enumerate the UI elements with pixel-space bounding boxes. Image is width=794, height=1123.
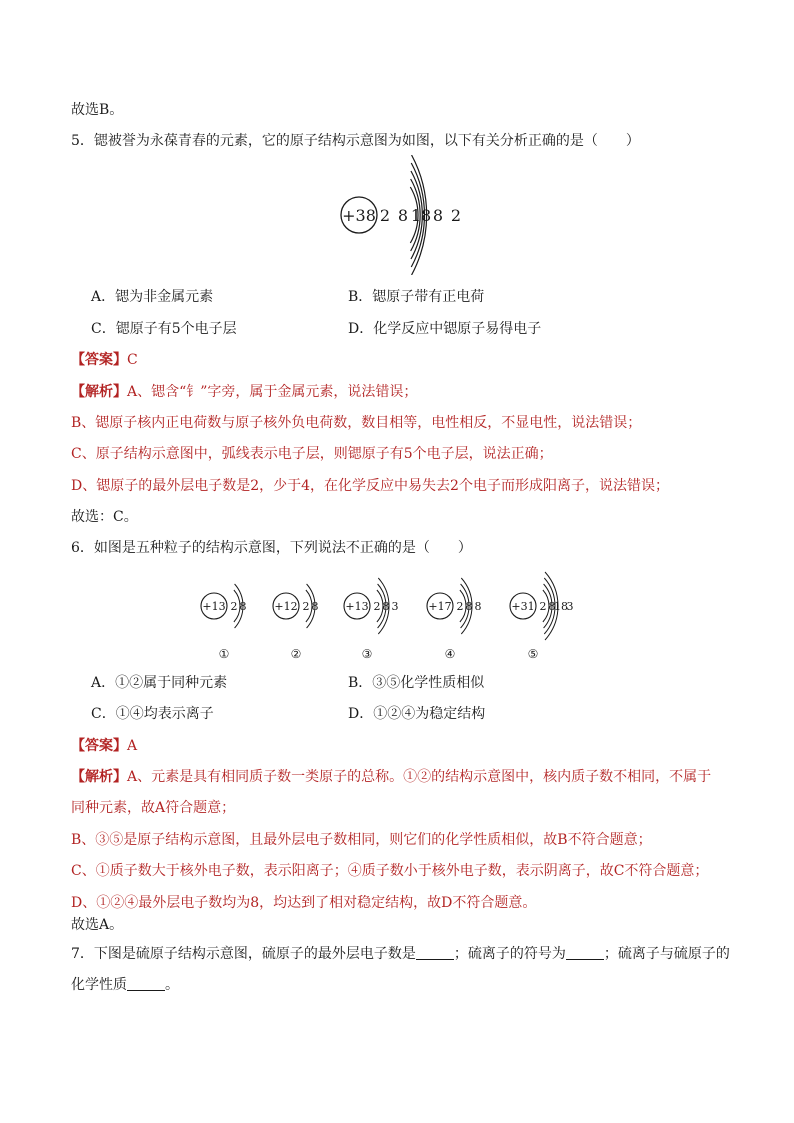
q7-blank-2[interactable] — [566, 945, 604, 960]
q7-text-4: 化学性质 — [71, 977, 127, 993]
q6-analysis-line-2: 同种元素，故A符合题意； — [71, 800, 236, 816]
q7-blank-3[interactable] — [127, 976, 165, 991]
q6-shell-count: 2 — [302, 600, 310, 613]
q6-particle-label: ② — [290, 647, 302, 661]
q6-particle-label: ⑤ — [527, 647, 539, 661]
q6-analysis-line-3: B、③⑤是原子结构示意图，且最外层电子数相同，则它们的化学性质相似，故B不符合题意； — [71, 832, 652, 848]
q6-analysis-tag: 【解析】 — [71, 769, 127, 785]
q6-nucleus-label: +12 — [274, 600, 298, 613]
q5-shell-count: 8 — [432, 206, 444, 225]
q6-particle-label: ④ — [444, 647, 456, 661]
q7-blank-1[interactable] — [416, 945, 454, 960]
q6-shell-count: 2 — [539, 600, 547, 613]
q6-conclusion: 故选A。 — [71, 917, 124, 933]
q6-particle-label: ③ — [361, 647, 373, 661]
q7-text-3: ；硫离子与硫原子的 — [603, 946, 730, 962]
q7-text-1: 7．下图是硫原子结构示意图，硫原子的最外层电子数是 — [71, 946, 416, 962]
q5-conclusion: 故选：C。 — [71, 509, 138, 525]
q7-text-5: 。 — [165, 977, 179, 993]
q6-particle-diagrams — [190, 566, 650, 666]
q6-option-d[interactable]: D．①②④为稳定结构 — [348, 706, 486, 722]
q6-shell-count: 18 — [554, 600, 568, 613]
q5-analysis-line-2: B、锶原子核内正电荷数与原子核外负电荷数，数目相等，电性相反，不显电性，说法错误； — [71, 415, 642, 431]
q5-analysis-line-4: D、锶原子的最外层电子数是2，少于4，在化学反应中易失去2个电子而形成阳离子，说法错误； — [71, 478, 669, 494]
q6-analysis-text: A、元素是具有相同质子数一类原子的总称。①②的结构示意图中，核内质子数不相同，不属于 — [127, 769, 712, 785]
q6-shell-count: 8 — [465, 600, 473, 613]
q6-option-a[interactable]: A．①②属于同种元素 — [91, 675, 228, 691]
q6-nucleus-label: +17 — [428, 600, 452, 613]
q6-shell-count: 3 — [566, 600, 574, 613]
q5-stem: 5．锶被誉为永葆青春的元素，它的原子结构示意图为如图，以下有关分析正确的是（ ） — [71, 133, 640, 149]
q6-answer — [71, 736, 137, 756]
q6-shell-count: 2 — [373, 600, 381, 613]
q6-analysis-line-5: D、①②④最外层电子数均为8，均达到了相对稳定结构，故D不符合题意。 — [71, 895, 537, 911]
q6-shell-count: 8 — [548, 600, 556, 613]
q6-option-b[interactable]: B．③⑤化学性质相似 — [348, 675, 485, 691]
q5-analysis-line-3: C、原子结构示意图中，弧线表示电子层，则锶原子有5个电子层，说法正确； — [71, 446, 553, 462]
q5-answer-value: C — [127, 352, 138, 368]
q6-nucleus-label: +13 — [202, 600, 226, 613]
q7-text-2: ；硫离子的符号为 — [453, 946, 566, 962]
q5-option-a[interactable]: A．锶为非金属元素 — [91, 289, 214, 305]
q5-answer-tag: 【答案】 — [71, 352, 127, 368]
q5-analysis-line-1 — [71, 382, 417, 402]
q5-analysis-text: A、锶含“钅”字旁，属于金属元素，说法错误； — [127, 384, 418, 400]
q5-option-c[interactable]: C．锶原子有5个电子层 — [91, 321, 237, 337]
q6-nucleus-label: +13 — [345, 600, 369, 613]
q5-shell-count: 2 — [450, 206, 462, 225]
q6-nucleus-label: +31 — [511, 600, 535, 613]
q6-shell-count: 3 — [391, 600, 399, 613]
q5-shell-count: 8 — [397, 206, 409, 225]
q6-analysis-line-4: C、①质子数大于核外电子数，表示阳离子；④质子数小于核外电子数，表示阴离子，故C不符合题意； — [71, 863, 709, 879]
q5-option-b[interactable]: B．锶原子带有正电荷 — [348, 289, 485, 305]
q5-nucleus-label: +38 — [342, 206, 376, 225]
q6-particle-label: ① — [218, 647, 230, 661]
q5-shell-count: 2 — [379, 206, 391, 225]
q6-shell-count: 2 — [230, 600, 238, 613]
q5-shell-arc — [412, 155, 427, 275]
q6-shell-count: 8 — [382, 600, 390, 613]
q6-answer-tag: 【答案】 — [71, 738, 127, 754]
q6-stem: 6．如图是五种粒子的结构示意图，下列说法不正确的是（ ） — [71, 540, 472, 556]
previous-conclusion: 故选B。 — [71, 102, 124, 118]
q6-shell-count: 2 — [456, 600, 464, 613]
q6-shell-count: 8 — [311, 600, 319, 613]
q5-option-d[interactable]: D．化学反应中锶原子易得电子 — [348, 321, 542, 337]
q7-stem-line-2 — [71, 975, 179, 995]
q6-option-c[interactable]: C．①④均表示离子 — [91, 706, 214, 722]
q5-strontium-diagram — [330, 155, 490, 275]
q6-shell-count: 8 — [474, 600, 482, 613]
q6-answer-value: A — [127, 738, 138, 754]
q6-analysis-line-1 — [71, 767, 711, 787]
q7-stem-line-1 — [71, 944, 730, 964]
q5-shell-count: 18 — [410, 206, 432, 225]
q5-answer — [71, 350, 138, 370]
q6-shell-count: 8 — [239, 600, 247, 613]
q5-analysis-tag: 【解析】 — [71, 384, 127, 400]
